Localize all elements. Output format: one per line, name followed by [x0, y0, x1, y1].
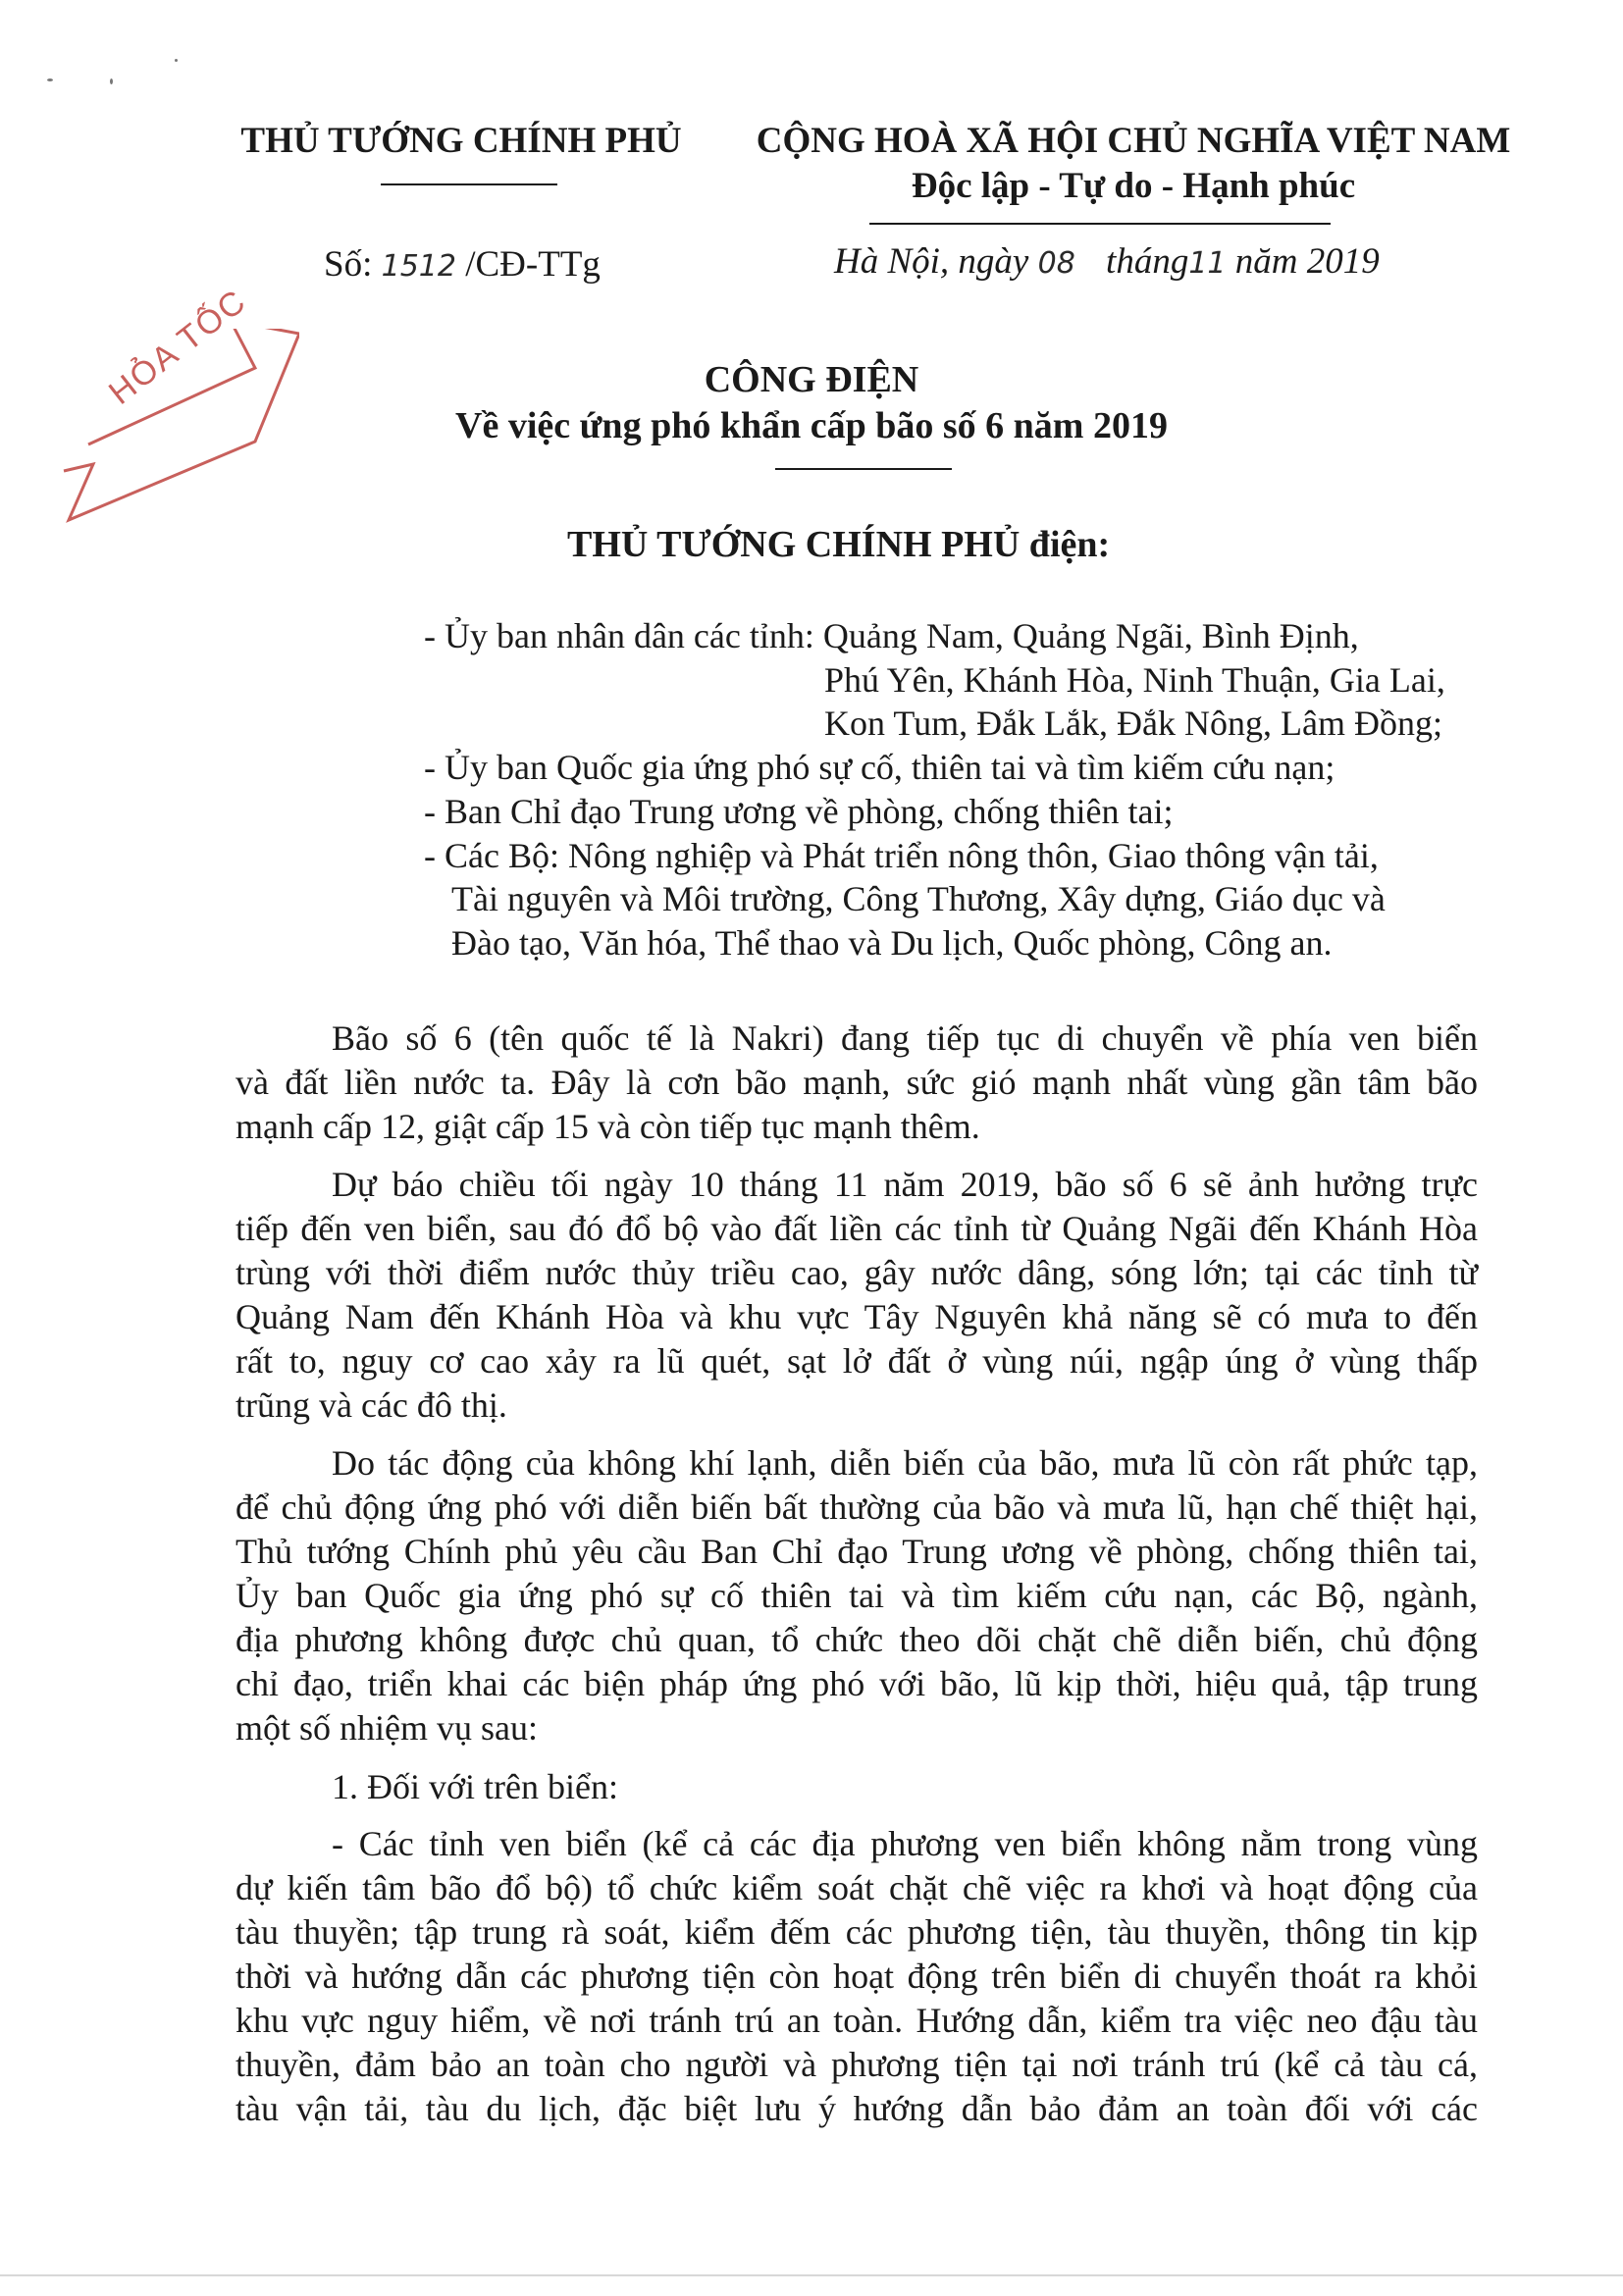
- body-line: địa phương không được chủ quan, tổ chức theo dõi chặt chẽ diễn biến, chủ động: [236, 1620, 1478, 1659]
- recipient-line: - Các Bộ: Nông nghiệp và Phát triển nông thôn, Giao thông vận tải,: [424, 836, 1379, 875]
- body-line: dự kiến tâm bão đổ bộ) tổ chức kiểm soát chặt chẽ việc ra khơi và hoạt động của: [236, 1868, 1478, 1907]
- document-subtitle: Về việc ứng phó khẩn cấp bão số 6 năm 2019: [455, 405, 1168, 446]
- date-year: năm 2019: [1234, 241, 1380, 282]
- body-line: - Các tỉnh ven biển (kể cả các địa phương ven biển không nằm trong vùng: [332, 1824, 1478, 1863]
- body-line: để chủ động ứng phó với diễn biến bất thường của bão và mưa lũ, hạn chế thiệt hại,: [236, 1487, 1478, 1527]
- body-line: trùng với thời điểm nước thủy triều cao, gây nước dâng, sóng lớn; tại các tỉnh từ: [236, 1253, 1478, 1292]
- national-motto: Độc lập - Tự do - Hạnh phúc: [911, 166, 1356, 206]
- document-type-title: CÔNG ĐIỆN: [704, 359, 919, 400]
- body-line: và đất liền nước ta. Đây là cơn bão mạnh, sức gió mạnh nhất vùng gần tâm bão: [236, 1063, 1478, 1102]
- recipient-line: Phú Yên, Khánh Hòa, Ninh Thuận, Gia Lai,: [824, 660, 1445, 700]
- sender-line: THỦ TƯỚNG CHÍNH PHỦ điện:: [567, 524, 1111, 565]
- recipient-line: Đào tạo, Văn hóa, Thể thao và Du lịch, Quốc phòng, Công an.: [451, 923, 1333, 963]
- body-line: tàu vận tải, tàu du lịch, đặc biệt lưu ý hướng dẫn bảo đảm an toàn đối với các: [236, 2089, 1478, 2128]
- body-line: Do tác động của không khí lạnh, diễn biến của bão, mưa lũ còn rất phức tạp,: [332, 1443, 1478, 1483]
- recipient-line: - Ủy ban nhân dân các tỉnh: Quảng Nam, Quảng Ngãi, Bình Định,: [424, 616, 1359, 655]
- body-line: khu vực nguy hiểm, về nơi tránh trú an toàn. Hướng dẫn, kiểm tra việc neo đậu tàu: [236, 2001, 1478, 2040]
- date-month: 11: [1188, 246, 1227, 281]
- number-prefix: Số:: [324, 244, 373, 285]
- date-prefix: Hà Nội, ngày: [834, 241, 1029, 282]
- motto-underline: [869, 223, 1331, 225]
- recipient-line: Kon Tum, Đắk Lắk, Đắk Nông, Lâm Đồng;: [824, 704, 1442, 743]
- scan-bottom-edge: [0, 2274, 1623, 2276]
- body-line: rất to, nguy cơ cao xảy ra lũ quét, sạt lở đất ở vùng núi, ngập úng ở vùng thấp: [236, 1341, 1478, 1381]
- body-line: Thủ tướng Chính phủ yêu cầu Ban Chỉ đạo Trung ương về phòng, chống thiên tai,: [236, 1532, 1478, 1571]
- scan-speck: [175, 59, 178, 62]
- agency-name: THỦ TƯỚNG CHÍNH PHỦ: [240, 121, 682, 161]
- date-month-label: tháng: [1106, 241, 1189, 282]
- body-line: tiếp đến ven biển, sau đó đổ bộ vào đất liền các tỉnh từ Quảng Ngãi đến Khánh Hòa: [236, 1209, 1478, 1248]
- number-suffix: /CĐ-TTg: [465, 244, 601, 285]
- body-line: Bão số 6 (tên quốc tế là Nakri) đang tiếp tục di chuyển về phía ven biển: [332, 1018, 1478, 1058]
- body-line: tàu thuyền; tập trung rà soát, kiểm đếm các phương tiện, tàu thuyền, thông tin kịp: [236, 1912, 1478, 1952]
- country-name: CỘNG HOÀ XÃ HỘI CHỦ NGHĨA VIỆT NAM: [756, 121, 1511, 161]
- body-line: thuyền, đảm bảo an toàn cho người và phương tiện tại nơi tránh trú (kể cả tàu cá,: [236, 2045, 1478, 2084]
- date-day: 08: [1037, 246, 1075, 281]
- document-number: [324, 243, 601, 286]
- number-handwritten: 1512: [381, 249, 456, 284]
- agency-underline: [381, 183, 557, 185]
- body-line: trũng và các đô thị.: [236, 1385, 507, 1425]
- body-line: chỉ đạo, triển khai các biện pháp ứng phó với bão, lũ kịp thời, hiệu quả, tập trung: [236, 1664, 1478, 1703]
- scan-speck: [110, 78, 113, 84]
- body-line: Quảng Nam đến Khánh Hòa và khu vực Tây Nguyên khả năng sẽ có mưa to đến: [236, 1297, 1478, 1336]
- body-line: Dự báo chiều tối ngày 10 tháng 11 năm 2019, bão số 6 sẽ ảnh hưởng trực: [332, 1165, 1478, 1204]
- body-line: Ủy ban Quốc gia ứng phó sự cố thiên tai và tìm kiếm cứu nạn, các Bộ, ngành,: [236, 1576, 1478, 1615]
- subtitle-underline: [775, 468, 952, 470]
- urgent-stamp-text: HỎA TỐC: [102, 282, 254, 412]
- document-date: [834, 240, 1380, 283]
- recipient-line: - Ủy ban Quốc gia ứng phó sự cố, thiên tai và tìm kiếm cứu nạn;: [424, 748, 1335, 787]
- section-heading: 1. Đối với trên biển:: [332, 1767, 618, 1806]
- recipient-line: Tài nguyên và Môi trường, Công Thương, Xây dựng, Giáo dục và: [451, 879, 1386, 918]
- body-line: mạnh cấp 12, giật cấp 15 và còn tiếp tục mạnh thêm.: [236, 1107, 980, 1146]
- scan-speck: [47, 78, 53, 81]
- body-line: một số nhiệm vụ sau:: [236, 1708, 538, 1748]
- body-line: thời và hướng dẫn các phương tiện còn hoạt động trên biển di chuyển thoát ra khỏi: [236, 1957, 1478, 1996]
- recipient-line: - Ban Chỉ đạo Trung ương về phòng, chống thiên tai;: [424, 792, 1174, 831]
